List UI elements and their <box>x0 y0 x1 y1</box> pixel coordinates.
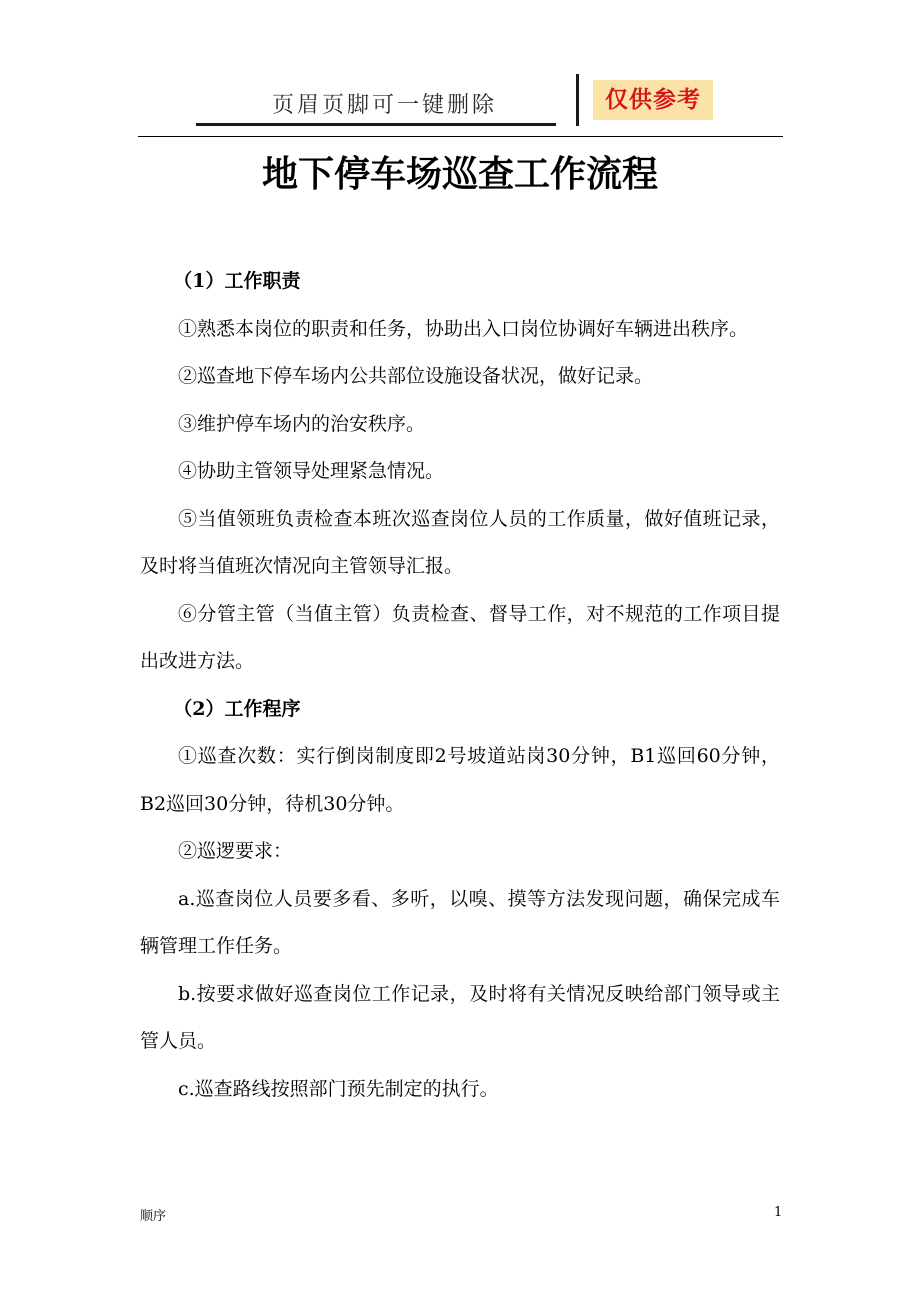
body-paragraph: ②巡逻要求： <box>178 840 293 862</box>
banner-underline <box>196 123 556 126</box>
header-rule <box>138 136 783 137</box>
body-paragraph: ①巡查次数：实行倒岗制度即2号坡道站岗30分钟，B1巡回60分钟，B2巡回30分钟，待机30分钟。 <box>140 745 780 815</box>
section-heading: （2）工作程序 <box>173 697 301 720</box>
reference-only-tag: 仅供参考 <box>593 80 713 120</box>
body-paragraph: ⑥分管主管（当值主管）负责检查、督导工作，对不规范的工作项目提出改进方法。 <box>140 602 780 672</box>
page-number: 1 <box>774 1205 783 1220</box>
document-title: 地下停车场巡查工作流程 <box>261 153 658 195</box>
section-heading: （1）工作职责 <box>173 270 301 292</box>
footer-label: 顺序 <box>140 1209 167 1224</box>
document-body <box>140 258 780 1113</box>
body-paragraph: ①熟悉本岗位的职责和任务，协助出入口岗位协调好车辆进出秩序。 <box>178 317 749 340</box>
body-paragraph: ④协助主管领导处理紧急情况。 <box>178 460 445 482</box>
banner-divider <box>576 74 579 126</box>
body-paragraph: ③维护停车场内的治安秩序。 <box>178 412 426 435</box>
header-banner <box>196 72 726 128</box>
body-paragraph: b.按要求做好巡查岗位工作记录，及时将有关情况反映给部门领导或主管人员。 <box>140 982 780 1052</box>
body-paragraph: c.巡查路线按照部门预先制定的执行。 <box>178 1077 499 1100</box>
header-banner-text: 页眉页脚可一键删除 <box>272 93 498 118</box>
body-paragraph: a.巡查岗位人员要多看、多听，以嗅、摸等方法发现问题，确保完成车辆管理工作任务。 <box>140 887 780 957</box>
body-paragraph: ⑤当值领班负责检查本班次巡查岗位人员的工作质量，做好值班记录，及时将当值班次情况向主管领导汇报。 <box>140 507 780 577</box>
body-paragraph: ②巡查地下停车场内公共部位设施设备状况，做好记录。 <box>178 365 654 387</box>
